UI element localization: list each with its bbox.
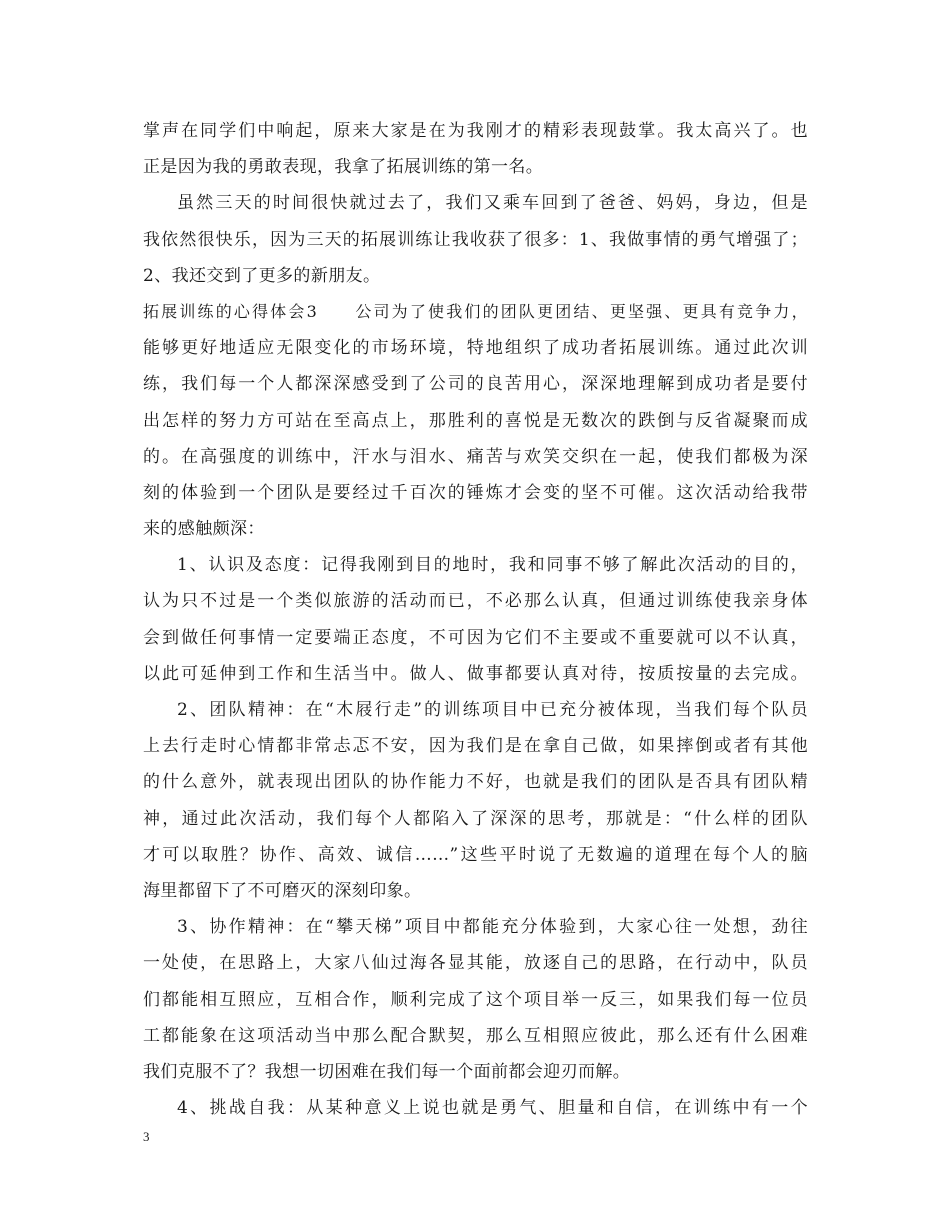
page-number: 3 xyxy=(143,1129,150,1144)
text-line: 来的感触颇深： xyxy=(143,519,265,540)
text-line: 2、我还交到了更多的新朋友。 xyxy=(143,265,381,286)
text-line: 认为只不过是一个类似旅游的活动而已，不必那么认真，但通过训练使我亲身体 xyxy=(143,591,808,612)
section-heading-line: 拓展训练的心得体会3 公司为了使我们的团队更团结、更坚强、更具有竞争力， xyxy=(143,301,808,321)
text-line: 们都能相互照应，互相合作，顺利完成了这个项目举一反三，如果我们每一位员 xyxy=(143,989,808,1010)
text-line: 正是因为我的勇敢表现，我拿了拓展训练的第一名。 xyxy=(143,157,544,178)
text-line: 虽然三天的时间很快就过去了，我们又乘车回到了爸爸、妈妈，身边，但是 xyxy=(177,193,808,214)
text-line: 海里都留下了不可磨灭的深刻印象。 xyxy=(143,880,422,901)
text-line: 一处使，在思路上，大家八仙过海各显其能，放逐自己的思路，在行动中，队员 xyxy=(143,953,808,974)
text-line: 3、协作精神：在“攀天梯”项目中都能充分体验到，大家心往一处想，劲往 xyxy=(177,917,808,938)
text-line: 练，我们每一个人都深深感受到了公司的良苦用心，深深地理解到成功者是要付 xyxy=(143,374,808,395)
text-line: 的。在高强度的训练中，汗水与泪水、痛苦与欢笑交织在一起，使我们都极为深 xyxy=(143,446,808,467)
text-line: 1、认识及态度：记得我刚到目的地时，我和同事不够了解此次活动的目的， xyxy=(177,555,808,576)
text-line: 掌声在同学们中响起，原来大家是在为我刚才的精彩表现鼓掌。我太高兴了。也 xyxy=(143,121,808,141)
text-line: 我依然很快乐，因为三天的拓展训练让我收获了很多：1、我做事情的勇气增强了； xyxy=(143,229,808,250)
text-line: 上去行走时心情都非常忐忑不安，因为我们是在拿自己做，如果摔倒或者有其他 xyxy=(143,736,808,757)
text-line: 能够更好地适应无限变化的市场环境，特地组织了成功者拓展训练。通过此次训 xyxy=(143,338,808,359)
text-line: 的什么意外，就表现出团队的协作能力不好，也就是我们的团队是否具有团队精 xyxy=(143,772,808,793)
body-text xyxy=(143,113,808,1126)
text-line: 工都能象在这项活动当中那么配合默契，那么互相照应彼此，那么还有什么困难 xyxy=(143,1025,808,1046)
text-line: 会到做任何事情一定要端正态度，不可因为它们不主要或不重要就可以不认真， xyxy=(143,627,808,648)
text-line: 神，通过此次活动，我们每个人都陷入了深深的思考，那就是：“什么样的团队 xyxy=(143,808,808,829)
text-line: 才可以取胜？协作、高效、诚信……”这些平时说了无数遍的道理在每个人的脑 xyxy=(143,844,808,865)
text-line: 2、团队精神：在“木屐行走”的训练项目中已充分被体现，当我们每个队员 xyxy=(177,700,808,720)
text-line: 我们克服不了？我想一切困难在我们每一个面前都会迎刃而解。 xyxy=(143,1061,631,1082)
text-line: 以此可延伸到工作和生活当中。做人、做事都要认真对待，按质按量的去完成。 xyxy=(143,663,808,684)
text-line: 4、挑战自我：从某种意义上说也就是勇气、胆量和自信，在训练中有一个 xyxy=(177,1098,808,1119)
text-line: 出怎样的努力方可站在至高点上，那胜利的喜悦是无数次的跌倒与反省凝聚而成 xyxy=(143,410,808,431)
text-line: 刻的体验到一个团队是要经过千百次的锤炼才会变的坚不可催。这次活动给我带 xyxy=(143,482,808,503)
